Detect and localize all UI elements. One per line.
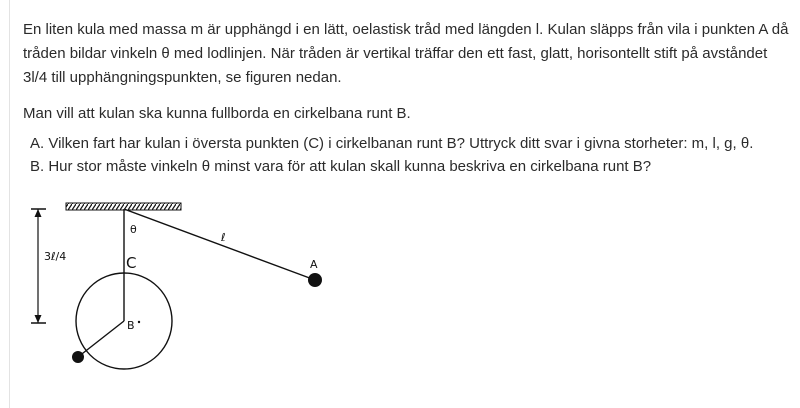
dimension-arrow [31,209,46,323]
label-l: ℓ [221,231,226,244]
label-B: B [127,319,135,332]
goal-paragraph: Man vill att kulan ska kunna fullborda en cirkelbana runt B. [23,105,411,122]
peg-dot [138,321,140,323]
thread-around-peg [78,321,124,357]
inclined-thread [124,209,315,280]
ceiling-hatch [66,203,181,210]
intro-line-1: En liten kula med massa m är upphängd i en lätt, oelastisk tråd med längden l. Kulan släpps från vila i punkten A då [23,21,789,38]
label-A: A [310,258,318,271]
intro-line-3: 3l/4 till upphängningspunkten, se figuren nedan. [23,69,342,86]
ball-at-A [308,273,322,287]
question-b: B. Hur stor måste vinkeln θ minst vara för att kulan skall kunna beskriva en cirkelbana runt B? [30,158,652,175]
label-C: C [126,254,137,272]
question-a: A. Vilken fart har kulan i översta punkten (C) i cirkelbanan runt B? Uttryck ditt svar i givna storheter: m, l, g, θ. [30,135,754,152]
ball-on-circle [72,351,84,363]
intro-line-2: tråden bildar vinkeln θ med lodlinjen. När tråden är vertikal träffar den ett fast, glatt, horisontellt stift på avståndet [23,45,768,62]
label-distance: 3ℓ/4 [44,250,67,263]
label-theta: θ [130,223,137,236]
